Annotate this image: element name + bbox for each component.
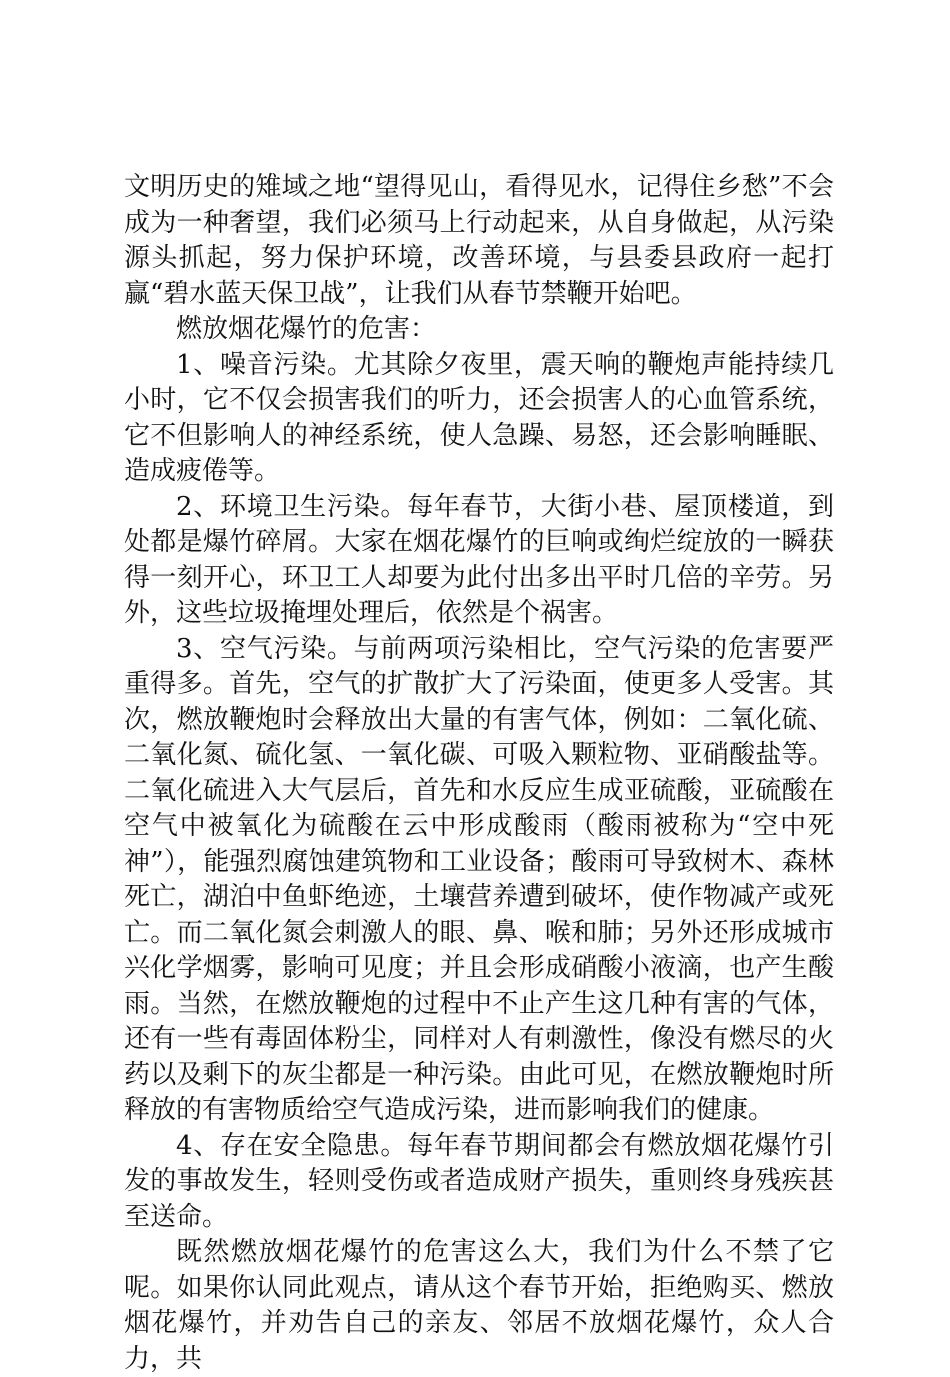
paragraph-safety-hazard: 4、存在安全隐患。每年春节期间都会有燃放烟花爆竹引发的事故发生，轻则受伤或者造成财产损失，重则终身残疾甚至送命。 — [124, 1130, 834, 1232]
paragraph-air-pollution: 3、空气污染。与前两项污染相比，空气污染的危害要严重得多。首先，空气的扩散扩大了污染面，使更多人受害。其次，燃放鞭炮时会释放出大量的有害气体，例如：二氧化硫、二氧化氮、硫化氢、一氧化碳、可吸入颗粒物、亚硝酸盐等。二氧化硫进入大气层后，首先和水反应生成亚硫酸，亚硫酸在空气中被氧化为硫酸在云中形成酸雨（酸雨被称为“空中死神”），能强烈腐蚀建筑物和工业设备；酸雨可导致树木、森林死亡，湖泊中鱼虾绝迹，土壤营养遭到破坏，使作物减产或死亡。而二氧化氮会刺激人的眼、鼻、喉和肺；另外还形成城市兴化学烟雾，影响可见度；并且会形成硝酸小液滴，也产生酸雨。当然，在燃放鞭炮的过程中不止产生这几种有害的气体，还有一些有毒固体粉尘，同样对人有刺激性，像没有燃尽的火药以及剩下的灰尘都是一种污染。由此可见，在燃放鞭炮时所释放的有害物质给空气造成污染，进而影响我们的健康。 — [124, 633, 834, 1125]
paragraph-noise-pollution: 1、噪音污染。尤其除夕夜里，震天响的鞭炮声能持续几小时，它不仅会损害我们的听力，还会损害人的心血管系统，它不但影响人的神经系统，使人急躁、易怒，还会影响睡眠、造成疲倦等。 — [124, 349, 834, 486]
paragraph-conclusion: 既然燃放烟花爆竹的危害这么大，我们为什么不禁了它呢。如果你认同此观点，请从这个春节开始，拒绝购买、燃放烟花爆竹，并劝告自己的亲友、邻居不放烟花爆竹，众人合力，共 — [124, 1237, 834, 1374]
paragraph-sanitation-pollution: 2、环境卫生污染。每年春节，大街小巷、屋顶楼道，到处都是爆竹碎屑。大家在烟花爆竹的巨响或绚烂绽放的一瞬获得一刻开心，环卫工人却要为此付出多出平时几倍的辛劳。另外，这些垃圾掩埋处理后，依然是个祸害。 — [124, 491, 834, 628]
paragraph-continuation: 文明历史的雉域之地“望得见山，看得见水，记得住乡愁”不会成为一种奢望，我们必须马上行动起来，从自身做起，从污染源头抓起，努力保护环境，改善环境，与县委县政府一起打赢“碧水蓝天保卫战”，让我们从春节禁鞭开始吧。 — [124, 172, 834, 309]
document-body — [124, 170, 834, 1377]
paragraph-hazards-heading: 燃放烟花爆竹的危害： — [176, 314, 437, 344]
